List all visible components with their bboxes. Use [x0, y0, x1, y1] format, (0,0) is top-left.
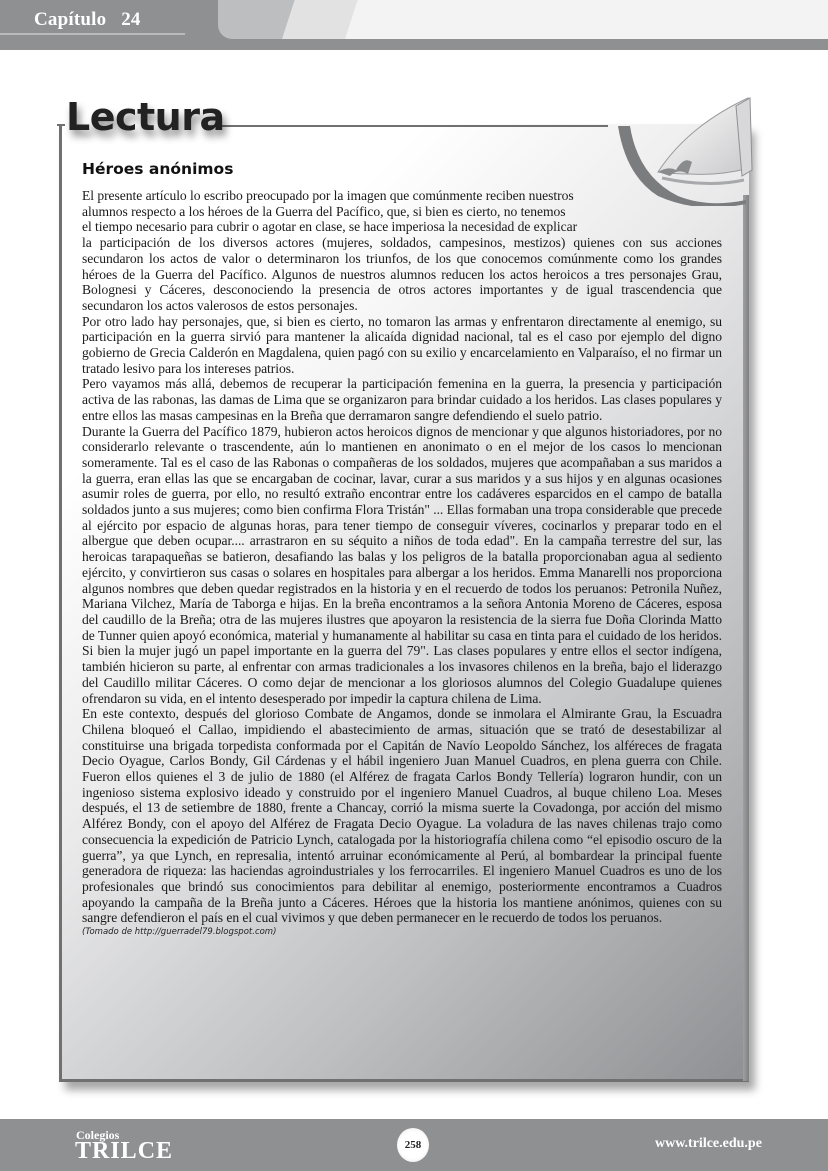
source-citation: (Tomado de http://guerradel79.blogspot.com)	[82, 927, 277, 938]
page-footer	[0, 1119, 828, 1171]
article-paragraph: Pero vayamos más allá, debemos de recuperar la participación femenina en la guerra, la presencia y participación activa de las rabonas, las damas de Lima que se organizaron para brindar cuidado a los heridos. Las clases populares y entre ellos las masas campesinas en la Breña que derramaron sangre defendiendo el suelo patrio.	[82, 376, 722, 423]
article-title: Héroes anónimos	[82, 160, 234, 178]
box-top-line	[208, 125, 608, 127]
article-paragraph: En este contexto, después del glorioso Combate de Angamos, donde se inmolara el Almirante Grau, la Escuadra Chilena bloqueó el Callao, impidiendo el abastecimiento de armas, situación que se trató de desestabilizar al constituirse una brigada torpedista conformada por el Capitán de Navío Leopoldo Sánchez, los alféreces de fragata Decio Oyague, Carlos Bondy, Gil Cárdenas y el hábil ingeniero Juan Manuel Cuadros, en plena guerra con Chile. Fueron ellos quienes el 3 de julio de 1880 (el Alférez de fragata Carlos Bondy Tellería) lograron hundir, con un ingenioso sistema explosivo ideado y construido por el ingeniero Manuel Cuadros, al buque chileno Loa. Meses después, el 13 de setiembre de 1880, frente a Chancay, corrió la misma suerte la Covadonga, por acción del mismo Alférez Bondy, con el apoyo del Alférez de Fragata Decio Oyague. La voladura de las naves chilenas trajo como consecuencia la expedición de Patricio Lynch, catalogada por la historiografía chilena como “el episodio oscuro de la guerra”, ya que Lynch, en represalia, intentó arruinar económicamente al Perú, al bombardear la principal fuente generadora de riqueza: las haciendas agroindustriales y los ferrocarriles. El ingeniero Manuel Cuadros es uno de los profesionales que brindó sus conocimientos para debilitar al enemigo, posteriormente encontramos a Cuadros apoyando la campaña de la Breña junto a Cáceres. Héroes que la historia los mantiene anónimos, quienes con su sangre defendieron el país en el cual vivimos y que deben permanecer en le recuerdo de todos los peruanos.	[82, 706, 722, 926]
intro-line: el tiempo necesario para cubrir o agotar en clase, se hace imperiosa la necesidad de explicar	[82, 219, 578, 235]
article-paragraph: Durante la Guerra del Pacífico 1879, hubieron actos heroicos dignos de mencionar y que algunos historiadores, por no considerarlo relevante o trascendente, aún lo mantienen en anonimato o en el mejor de los casos lo mencionan someramente. Tal es el caso de las Rabonas o compañeras de los soldados, mujeres que acompañaban a sus maridos a la guerra, eran ellas las que se encargaban de cocinar, lavar, curar a sus maridos y a sus hijos y en algunas ocasiones asumir roles de guerra, por ello, no resultó extraño encontrar entre los cadáveres esparcidos en el campo de batalla soldados junto a sus mujeres; como bien confirma Flora Tristán" ... Ellas formaban una tropa considerable que precede al ejército por espacio de algunas horas, para tener tiempo de conseguir víveres, cocinarlos y preparar todo en el albergue que deben ocupar.... arrastraron en su séquito a niños de toda edad". En la campaña terrestre del sur, las heroicas tarapaqueñas se batieron, desafiando las balas y los peligros de la batalla proporcionaban agua al sediento ejército, y convirtieron sus casas o solares en hospitales para albergar a los heridos. Emma Manarelli nos proporciona algunos nombres que deben quedar registrados en la historia y en el recuerdo de todos los peruanos: Petronila Nuñez, Mariana Vilchez, María de Taborga e hijas. En la breña encontramos a la señora Antonia Moreno de Cáceres, esposa del caudillo de la Breña; otra de las mujeres ilustres que apoyaron la resistencia de la sierra fue Doña Clorinda Matto de Tunner quien apoyó económica, material y humanamente al habilitar su casa en tinta para el cuidado de los heridos. Si bien la mujer jugó un papel importante en la guerra del 79". Las clases populares y entre ellos el sector indígena, también hicieron su parte, al enfrentar con armas tradicionales a los invasores chilenos en la breña, bajo el liderazgo del Caudillo militar Cáceres. O como dejar de mencionar a los gloriosos alumnos del Colegio Guadalupe quienes ofrendaron su vida, en el intento desesperado por impedir la captura chilena de Lima.	[82, 423, 722, 706]
website-url: www.trilce.edu.pe	[655, 1136, 762, 1151]
footer-colegios: Colegios	[76, 1128, 120, 1142]
intro-line: alumnos respecto a los héroes de la Guerra del Pacífico, que, si bien es cierto, no tenemos	[82, 203, 566, 219]
brand-logo: TRILCE	[75, 1138, 174, 1164]
article	[82, 160, 722, 937]
chapter-title: Capítulo 24	[34, 9, 141, 30]
header-decor-white	[345, 0, 828, 39]
article-intro	[82, 188, 642, 235]
article-paragraph: Por otro lado hay personajes, que, si bien es cierto, no tomaron las armas y enfrentaron directamente al enemigo, su participación en la guerra sirvió para mantener la alicaída dignidad nacional, tal es el caso por ejemplo del digno gobierno de Grecia Calderón en Magdalena, quien pagó con su exilio y encarcelamiento en Valparaíso, el no firmar un tratado lesivo para los intereses patrios.	[82, 313, 722, 376]
chapter-header-band	[0, 0, 828, 50]
page-number: 258	[397, 1128, 429, 1162]
header-rule	[0, 33, 185, 35]
article-paragraph: la participación de los diversos actores (mujeres, soldados, campesinos, mestizos) quienes con sus acciones secundaron los actos de valor o determinaron los triunfos, de los que conocemos comúnmente como los grandes héroes de la Guerra del Pacífico. Algunos de nuestros alumnos reducen los actos heroicos a tres personajes Grau, Bolognesi y Cáceres, desconociendo la presencia de otros actores importantes y de igual trascendencia que secundaron los actos valerosos de estos personajes.	[82, 235, 722, 313]
section-title: Lectura	[66, 95, 225, 139]
intro-line: El presente artículo lo escribo preocupado por la imagen que comúnmente reciben nuestros	[82, 188, 574, 203]
reading-box-edge	[743, 195, 749, 1081]
box-corner-tick	[57, 124, 65, 126]
